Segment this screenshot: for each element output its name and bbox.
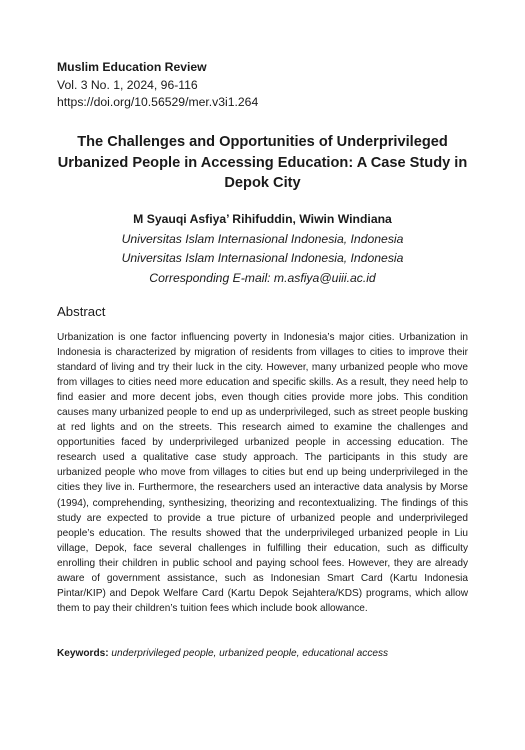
author-block bbox=[57, 210, 468, 288]
journal-name: Muslim Education Review bbox=[57, 60, 207, 74]
abstract-text: Urbanization is one factor influencing poverty in Indonesia’s major cities. Urbanization in Indonesia is characterized by migration of residents from villages to cities to improve their standard of living and try their luck in the city. However, many urbanized people who move from villages to cities need more education and specific skills. As a result, they need help to find easier and more decent jobs, even though cities provide more jobs. This condition causes many urbanized people to end up as underprivileged, such as street people busking at red lights and on the streets. This research aimed to examine the challenges and opportunities faced by underprivileged urbanized people in accessing education. The research used a qualitative case study approach. The participants in this study are urbanized people who move from villages to cities but end up being underprivileged in the cities they live in. Furthermore, the researchers used an interactive data analysis by Morse (1994), comprehending, synthesizing, theorizing and recontextualizing. The findings of this study are expected to provide a true picture of urbanized people and underprivileged people’s education. The results showed that the underprivileged urbanized people in Liu village, Depok, face several challenges in fulfilling their education, such as difficulty enrolling their children in public school and paying school fees. However, they are already aware of government assistance, such as Indonesian Smart Card (Kartu Indonesia Pintar/KIP) and Depok Welfare Card (Kartu Depok Sejahtera/KDS) programs, which allow them to pay their children’s tuition fees which include book allowance. bbox=[57, 332, 468, 614]
corresponding-email: Corresponding E-mail: m.asfiya@uiii.ac.id bbox=[149, 270, 376, 285]
journal-header bbox=[57, 59, 258, 112]
author-names: M Syauqi Asfiya’ Rihifuddin, Wiwin Windiana bbox=[133, 212, 392, 226]
keywords-values: underprivileged people, urbanized people, educational access bbox=[111, 648, 389, 659]
keywords-line bbox=[57, 646, 468, 661]
abstract-heading: Abstract bbox=[57, 304, 106, 319]
journal-volume: Vol. 3 No. 1, 2024, 96-116 bbox=[57, 77, 198, 92]
keywords-label: Keywords: bbox=[57, 648, 112, 659]
affiliation-1: Universitas Islam Internasional Indonesia, Indonesia bbox=[121, 231, 404, 246]
affiliation-2: Universitas Islam Internasional Indonesia, Indonesia bbox=[121, 251, 404, 265]
paper-title: The Challenges and Opportunities of Underprivileged Urbanized People in Accessing Education: A Case Study in Depok City bbox=[57, 134, 468, 191]
doi-link[interactable]: https://doi.org/10.56529/mer.v3i1.264 bbox=[57, 95, 259, 109]
